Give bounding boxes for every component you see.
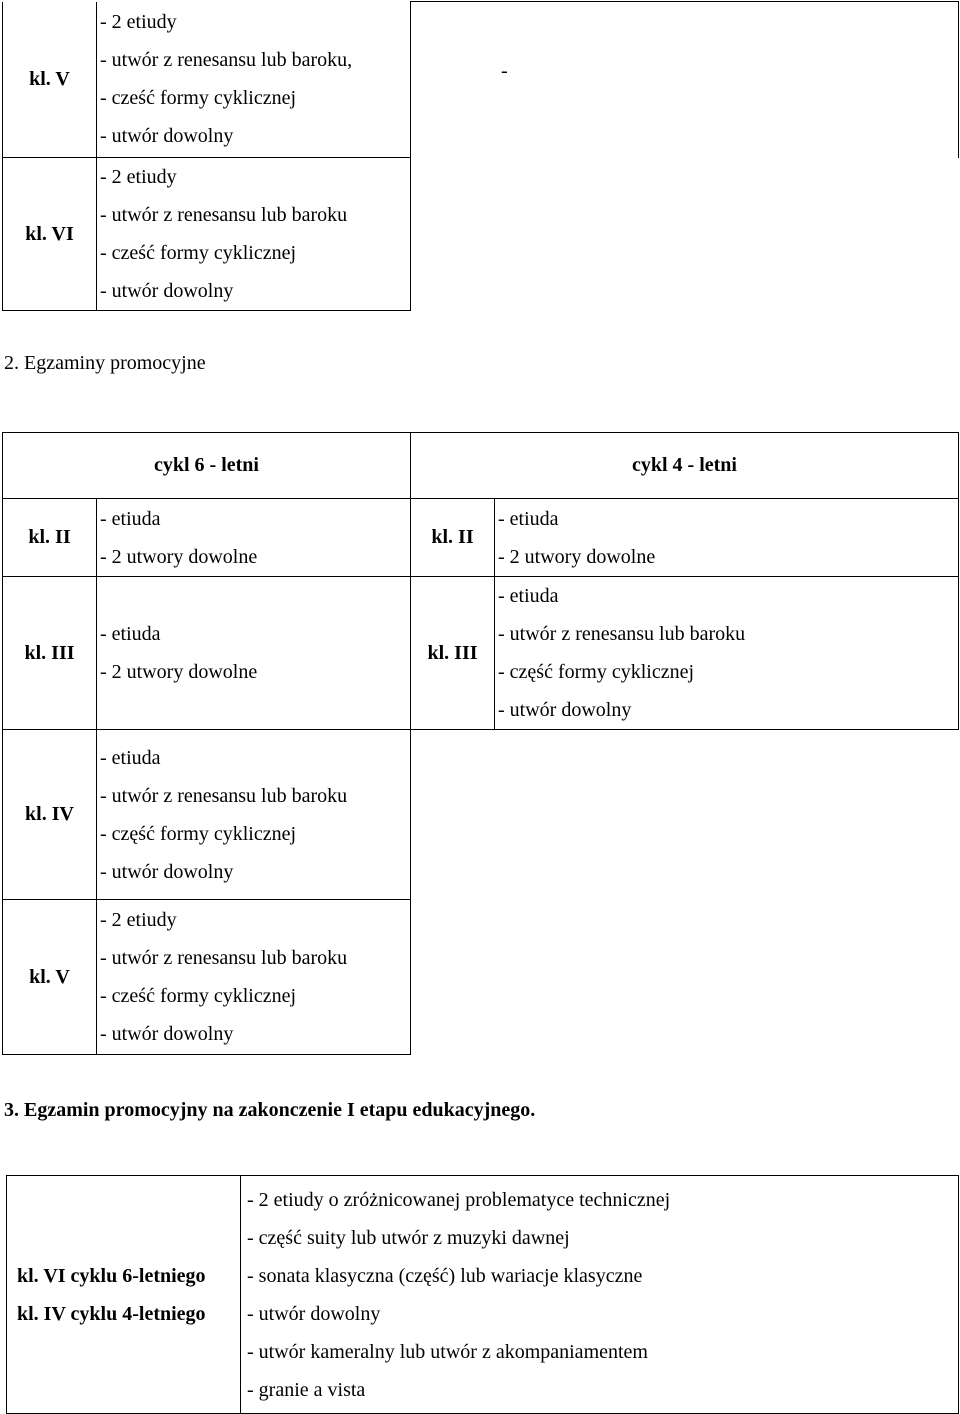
list-item: - utwór dowolny <box>247 1302 381 1325</box>
requirements-cell <box>97 158 411 311</box>
requirements-cell <box>97 900 411 1055</box>
list-item: - utwór z renesansu lub baroku <box>100 204 348 226</box>
list-item: - utwór dowolny <box>100 280 234 302</box>
list-item: - cześć formy cyklicznej <box>100 242 297 264</box>
header-cycle-4: cykl 4 - letni <box>411 433 959 499</box>
empty-cell <box>411 2 959 158</box>
requirements-cell <box>495 499 959 577</box>
list-item: - etiuda <box>498 507 559 530</box>
list-item: - utwór dowolny <box>100 125 234 148</box>
list-item: - część suity lub utwór z muzyki dawnej <box>247 1226 570 1249</box>
table-final-exams <box>2 1 959 311</box>
list-item: - 2 utwory dowolne <box>100 545 258 568</box>
class-label: kl. III <box>411 577 495 730</box>
blank-area <box>411 900 959 1055</box>
list-item: - utwór kameralny lub utwór z akompaniamentem <box>247 1340 648 1363</box>
list-item: - sonata klasyczna (część) lub wariacje klasyczne <box>247 1264 643 1287</box>
list-item: - utwór z renesansu lub baroku <box>100 784 348 807</box>
class-label: kl. V <box>3 2 97 158</box>
requirements-cell <box>97 577 411 730</box>
requirements-cell <box>97 2 411 158</box>
list-item: - etiuda <box>100 746 161 769</box>
list-item: - część formy cyklicznej <box>100 822 297 845</box>
list-item: - 2 etiudy <box>100 166 177 188</box>
list-item: - 2 utwory dowolne <box>498 545 656 568</box>
list-item: - 2 etiudy <box>100 11 177 34</box>
table-promotion-exams <box>2 432 959 1055</box>
list-item: - utwór dowolny <box>498 699 632 721</box>
blank-area <box>411 158 959 311</box>
table-final-stage-exam <box>6 1175 959 1414</box>
blank-area <box>411 730 959 900</box>
section-heading: 2. Egzaminy promocyjne <box>4 352 206 374</box>
list-item: - część formy cyklicznej <box>498 661 695 683</box>
requirements-cell <box>495 577 959 730</box>
list-item: - utwór z renesansu lub baroku <box>498 623 746 645</box>
list-item: - etiuda <box>100 507 161 530</box>
class-label: kl. II <box>3 499 97 577</box>
requirements-cell <box>97 730 411 900</box>
list-item: - utwór dowolny <box>100 1023 234 1045</box>
list-item: - utwór dowolny <box>100 860 234 883</box>
list-item: - cześć formy cyklicznej <box>100 87 297 110</box>
list-item: - 2 etiudy <box>100 909 177 931</box>
list-item: - cześć formy cyklicznej <box>100 985 297 1007</box>
class-label: kl. III <box>3 577 97 730</box>
requirements-cell <box>97 499 411 577</box>
class-label: kl. V <box>3 900 97 1055</box>
list-item: - granie a vista <box>247 1378 366 1401</box>
list-item: - 2 etiudy o zróżnicowanej problematyce technicznej <box>247 1188 671 1211</box>
list-item: - etiuda <box>100 623 161 645</box>
list-item: - utwór z renesansu lub baroku <box>100 947 348 969</box>
list-item: - 2 utwory dowolne <box>100 661 258 683</box>
class-label: kl. II <box>411 499 495 577</box>
list-item: - etiuda <box>498 585 559 607</box>
class-label: kl. IV <box>3 730 97 900</box>
list-item: - utwór z renesansu lub baroku, <box>100 49 353 72</box>
requirements-cell <box>241 1176 959 1414</box>
header-cycle-6: cykl 6 - letni <box>3 433 411 499</box>
dash-text: - <box>501 60 508 82</box>
class-label <box>7 1176 241 1414</box>
class-line: kl. VI cyklu 6-letniego <box>17 1264 206 1287</box>
class-line: kl. IV cyklu 4-letniego <box>17 1302 206 1325</box>
class-label: kl. VI <box>3 158 97 311</box>
section-heading: 3. Egzamin promocyjny na zakonczenie I etapu edukacyjnego. <box>4 1099 536 1121</box>
